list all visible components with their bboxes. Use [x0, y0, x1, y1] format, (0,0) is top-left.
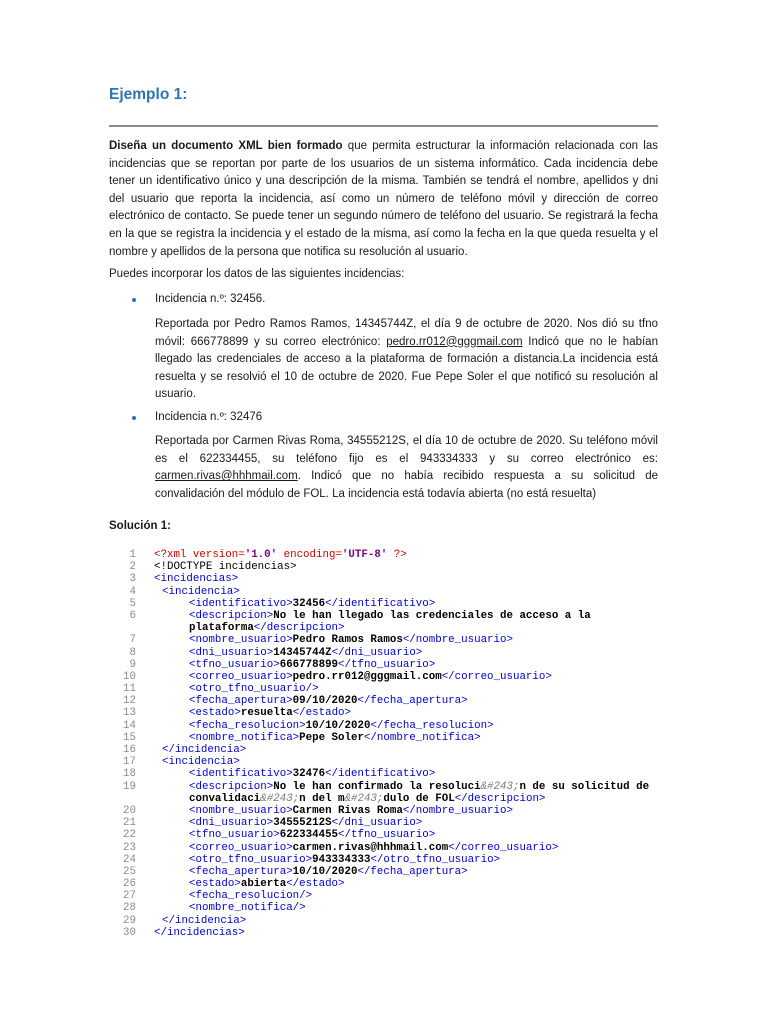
- line-number: 26: [123, 878, 136, 891]
- code-token: 32456: [292, 597, 326, 610]
- incidents-lead: Puedes incorporar los datos de las siguientes incidencias:: [109, 268, 405, 280]
- code-token: </nombre_usuario>: [402, 634, 513, 647]
- code-content: [136, 768, 435, 780]
- code-token: </incidencia>: [162, 744, 247, 756]
- code-line: [116, 647, 716, 659]
- code-line: [116, 927, 716, 939]
- code-token: resuelta: [240, 707, 293, 720]
- code-line: [116, 890, 716, 902]
- code-token: n de su solicitud de: [519, 780, 650, 793]
- code-token: '1.0': [244, 549, 278, 561]
- code-content: [136, 829, 435, 841]
- code-token: <descripcion>: [189, 780, 274, 793]
- code-token: <estado>: [189, 707, 241, 720]
- code-content: [136, 598, 435, 610]
- code-token: pedro.rr012@gggmail.com: [292, 670, 442, 683]
- code-line: [116, 768, 716, 780]
- code-token: <nombre_usuario>: [189, 634, 293, 647]
- line-number: [116, 622, 136, 634]
- code-line: [116, 720, 716, 732]
- email-link[interactable]: pedro.rr012@gggmail.com: [386, 335, 523, 348]
- code-token: abierta: [240, 878, 287, 891]
- code-line: [116, 732, 716, 744]
- line-number: 10: [123, 670, 136, 683]
- code-content: [136, 890, 312, 902]
- code-content: [136, 744, 246, 756]
- code-line: [116, 549, 716, 561]
- code-token: </otro_tfno_usuario>: [370, 853, 501, 866]
- code-line: [116, 610, 716, 622]
- code-token: </incidencia>: [162, 914, 247, 927]
- code-content: [136, 915, 246, 927]
- code-content: [136, 707, 351, 719]
- code-token: <incidencias>: [154, 573, 239, 586]
- code-token: convalidaci: [189, 792, 261, 805]
- code-content: [136, 854, 500, 866]
- code-line: [116, 598, 716, 610]
- line-number: 22: [123, 829, 136, 842]
- code-token: </estado>: [286, 878, 345, 891]
- line-number: 7: [129, 634, 136, 647]
- code-token: </incidencias>: [154, 926, 245, 939]
- code-token: 32476: [292, 768, 326, 781]
- code-token: <dni_usuario>: [189, 646, 274, 659]
- line-number: 14: [123, 719, 136, 732]
- incident-description: [155, 433, 658, 503]
- code-line: [116, 756, 716, 768]
- code-content: [136, 659, 435, 671]
- line-number: 25: [123, 865, 136, 878]
- line-number: 18: [123, 768, 136, 781]
- code-token: 09/10/2020: [292, 695, 358, 708]
- exercise-statement: [109, 138, 658, 261]
- code-line: [116, 805, 716, 817]
- code-token: </tfno_usuario>: [338, 829, 436, 842]
- incident-description: [155, 316, 658, 404]
- code-token: &#243;: [480, 780, 520, 793]
- code-content: [136, 671, 552, 683]
- code-line: [116, 634, 716, 646]
- email-link[interactable]: carmen.rivas@hhhmail.com: [155, 470, 298, 483]
- code-token: </dni_usuario>: [331, 817, 423, 830]
- code-token: <fecha_apertura>: [189, 865, 293, 878]
- code-line: [116, 707, 716, 719]
- code-content: [136, 561, 297, 573]
- code-token: </descripcion>: [454, 792, 546, 805]
- statement-bold-lead: Diseña un documento XML bien formado: [109, 140, 343, 152]
- code-line: [116, 561, 716, 573]
- line-number: 28: [123, 902, 136, 915]
- code-line: [116, 781, 716, 793]
- code-token: <identificativo>: [189, 768, 293, 781]
- line-number: 13: [123, 707, 136, 720]
- code-token: <estado>: [189, 878, 241, 891]
- code-token: 'UTF-8': [341, 549, 388, 561]
- code-token: No le han confirmado la resoluci: [273, 780, 481, 793]
- code-token: <dni_usuario>: [189, 817, 274, 830]
- code-token: 666778899: [279, 658, 339, 671]
- code-token: dulo de FOL: [383, 792, 455, 805]
- code-content: [136, 878, 345, 890]
- code-content: [136, 756, 240, 768]
- code-token: </identificativo>: [325, 597, 436, 610]
- code-line: [116, 586, 716, 598]
- code-token: </correo_usuario>: [448, 841, 559, 854]
- line-number: 23: [123, 841, 136, 854]
- code-content: [136, 647, 422, 659]
- code-token: 943334333: [312, 853, 371, 866]
- code-token: <incidencia>: [162, 756, 240, 769]
- code-content: [136, 549, 407, 561]
- incident-text: Reportada por Pedro Ramos Ramos, 14345744Z, el día 9 de octubre de 2020. Nos dió su tfno móvil: 666778899 y su correo electrónico:: [155, 318, 658, 348]
- code-token: 10/10/2020: [305, 719, 371, 732]
- line-number: 15: [123, 731, 136, 744]
- code-token: </descripcion>: [253, 622, 345, 635]
- code-token: Pepe Soler: [299, 731, 364, 744]
- code-token: </correo_usuario>: [441, 670, 552, 683]
- line-number: 4: [129, 585, 136, 598]
- code-line: [116, 866, 716, 878]
- incident-text: Reportada por Carmen Rivas Roma, 34555212S, el día 10 de octubre de 2020. Su teléfono móvil es el 622334455, su teléfono fijo es el 943334333 y su correo electrónico es:: [155, 435, 658, 465]
- code-token: <identificativo>: [189, 597, 293, 610]
- code-line: [116, 829, 716, 841]
- code-token: <otro_tfno_usuario>: [189, 853, 313, 866]
- line-number: 6: [129, 609, 136, 622]
- bullet-icon: [132, 298, 136, 302]
- code-token: </fecha_apertura>: [357, 695, 468, 708]
- section-heading: Ejemplo 1:: [109, 86, 188, 103]
- code-line: [116, 659, 716, 671]
- code-token: 10/10/2020: [292, 865, 358, 878]
- code-token: <tfno_usuario>: [189, 829, 280, 842]
- code-token: <fecha_apertura>: [189, 695, 293, 708]
- code-token: &#243;: [260, 792, 300, 805]
- code-content: [136, 622, 345, 634]
- line-number: 12: [123, 695, 136, 708]
- line-number: 2: [129, 561, 136, 574]
- code-content: [136, 695, 468, 707]
- code-content: [136, 720, 494, 732]
- code-line: [116, 842, 716, 854]
- code-token: </dni_usuario>: [331, 646, 423, 659]
- code-token: n del m: [299, 792, 345, 805]
- code-content: [136, 927, 245, 939]
- code-token: No le han llegado las credenciales de acceso a la: [273, 609, 591, 622]
- code-token: 34555212S: [273, 817, 332, 830]
- code-content: [136, 902, 306, 914]
- code-token: &#243;: [344, 792, 384, 805]
- code-line: [116, 902, 716, 914]
- code-content: [136, 793, 545, 805]
- code-line: [116, 695, 716, 707]
- code-token: <correo_usuario>: [189, 670, 293, 683]
- code-content: [136, 805, 513, 817]
- code-content: [136, 781, 649, 793]
- line-number: 3: [129, 573, 136, 586]
- code-token: encoding=: [277, 549, 342, 561]
- code-token: <nombre_usuario>: [189, 804, 293, 817]
- incident-text: Indicó que no le habían llegado las credenciales de acceso a la plataforma de formación a distancia.La incidencia está resuelta y se resolvió el 10 de octubre de 2020. Fue Pepe Soler el que notificó su resolución al usuario.: [155, 335, 658, 401]
- code-line: [116, 671, 716, 683]
- code-token: plataforma: [189, 622, 254, 635]
- code-line: [116, 744, 716, 756]
- line-number: 24: [123, 853, 136, 866]
- line-number: 27: [123, 890, 136, 903]
- code-content: [136, 732, 481, 744]
- code-token: Pedro Ramos Ramos: [292, 634, 403, 647]
- code-content: [136, 866, 468, 878]
- statement-text: que permita estructurar la información relacionada con las incidencias que se reportan por parte de los usuarios de un sistema informático. Cada incidencia debe tener un identificativo único y una descripción de la misma. También se tendrá el nombre, apellidos y dni del usuario que reporta la incidencia, así como un número de teléfono móvil y dirección de correo electrónico de contacto. Se puede tener un segundo número de teléfono del usuario. Se registrará la fecha en la que se registra la incidencia y el estado de la misma, así como la fecha en la que queda resuelta y el nombre y apellidos de la persona que notifica su resolución al usuario.: [109, 140, 658, 258]
- xml-code-listing: [116, 549, 716, 939]
- code-token: <fecha_resolucion/>: [189, 890, 313, 903]
- heading-divider: [109, 125, 658, 127]
- code-token: carmen.rivas@hhhmail.com: [292, 841, 449, 854]
- code-line: [116, 622, 716, 634]
- code-token: </identificativo>: [325, 768, 436, 781]
- code-content: [136, 842, 558, 854]
- line-number: 30: [123, 926, 136, 939]
- code-token: Carmen Rivas Roma: [292, 804, 403, 817]
- incident-text: . Indicó que no había recibido respuesta a su solicitud de convalidación del módulo de FOL. La incidencia está todavía abierta (no está resuelta): [155, 470, 658, 500]
- code-token: <otro_tfno_usuario/>: [189, 683, 319, 696]
- code-content: [136, 586, 240, 598]
- line-number: [116, 793, 136, 805]
- code-token: </fecha_resolucion>: [370, 719, 494, 732]
- code-line: [116, 915, 716, 927]
- code-token: 622334455: [279, 829, 339, 842]
- solution-title: Solución 1:: [109, 520, 171, 532]
- code-content: [136, 634, 513, 646]
- line-number: 17: [123, 756, 136, 769]
- code-content: [136, 610, 591, 622]
- code-line: [116, 817, 716, 829]
- code-content: [136, 683, 319, 695]
- line-number: 21: [123, 817, 136, 830]
- code-token: <correo_usuario>: [189, 841, 293, 854]
- code-token: <fecha_resolucion>: [189, 719, 306, 732]
- code-token: </estado>: [292, 707, 352, 720]
- code-line: [116, 854, 716, 866]
- code-token: <!DOCTYPE incidencias>: [154, 561, 297, 574]
- code-token: <descripcion>: [189, 609, 274, 622]
- code-token: <nombre_notifica/>: [189, 902, 306, 915]
- line-number: 19: [123, 780, 136, 793]
- line-number: 9: [129, 658, 136, 671]
- code-line: [116, 573, 716, 585]
- bullet-icon: [132, 416, 136, 420]
- code-token: </nombre_notifica>: [363, 731, 481, 744]
- code-token: <nombre_notifica>: [189, 731, 300, 744]
- code-line: [116, 793, 716, 805]
- line-number: 8: [129, 646, 136, 659]
- code-token: <tfno_usuario>: [189, 658, 280, 671]
- code-line: [116, 683, 716, 695]
- code-token: 14345744Z: [273, 646, 332, 659]
- code-content: [136, 573, 238, 585]
- line-number: 29: [123, 914, 136, 927]
- line-number: 20: [123, 804, 136, 817]
- code-token: <?xml version=: [154, 549, 245, 561]
- line-number: 16: [123, 744, 136, 756]
- code-line: [116, 878, 716, 890]
- code-token: </nombre_usuario>: [402, 804, 513, 817]
- code-token: ?>: [387, 549, 407, 561]
- line-number: 5: [129, 597, 136, 610]
- code-token: </fecha_apertura>: [357, 865, 468, 878]
- line-number: 1: [129, 549, 136, 561]
- incident-title: Incidencia n.º: 32476: [155, 411, 263, 423]
- code-token: </tfno_usuario>: [338, 658, 436, 671]
- incident-title: Incidencia n.º: 32456.: [155, 293, 266, 305]
- code-token: <incidencia>: [162, 585, 240, 598]
- line-number: 11: [123, 683, 136, 696]
- code-content: [136, 817, 422, 829]
